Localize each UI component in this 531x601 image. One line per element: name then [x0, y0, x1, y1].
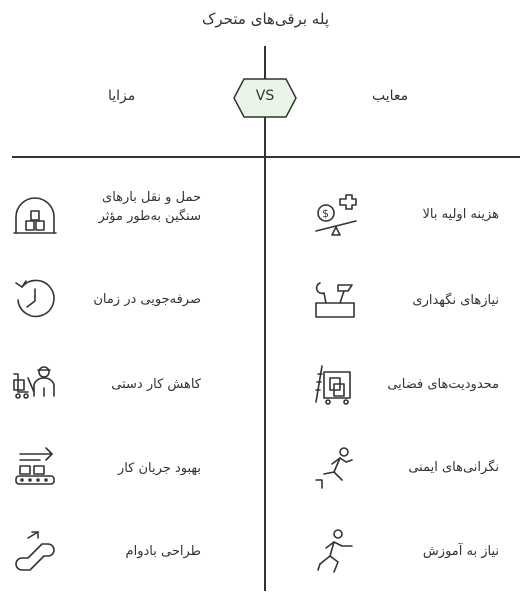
disadvantage-text-5: نیاز به آموزش — [422, 544, 499, 559]
vs-label: VS — [255, 88, 275, 104]
center-divider — [264, 46, 266, 591]
cost-balance-icon — [312, 193, 358, 239]
disadvantage-text-1: هزینه اولیه بالا — [422, 207, 499, 222]
disadvantages-heading: معایب — [372, 88, 409, 104]
conveyor-arrow-icon — [12, 444, 58, 490]
disadvantage-text-4: نگرانی‌های ایمنی — [408, 460, 499, 475]
advantage-text-2: صرفه‌جویی در زمان — [93, 292, 201, 307]
clock-icon — [12, 277, 58, 323]
horizontal-divider — [12, 156, 520, 158]
advantages-heading: مزایا — [108, 88, 136, 104]
disadvantage-text-2: نیازهای نگهداری — [412, 293, 499, 308]
escalator-icon — [12, 528, 58, 574]
advantage-text-4: بهبود جریان کار — [117, 461, 201, 476]
person-learning-icon — [312, 528, 358, 574]
advantage-text-1: حمل و نقل بارهای سنگین به‌طور مؤثر — [98, 190, 201, 224]
space-cart-icon — [312, 362, 358, 408]
svg-text:$: $ — [322, 207, 329, 220]
toolbox-icon — [312, 277, 358, 323]
heavy-load-dome-icon — [12, 193, 58, 239]
advantage-text-5: طراحی بادوام — [125, 544, 201, 559]
advantage-text-3: کاهش کار دستی — [111, 377, 201, 392]
disadvantage-text-3: محدودیت‌های فضایی — [387, 377, 499, 392]
worker-cart-icon — [12, 362, 58, 408]
falling-person-icon — [312, 444, 358, 490]
page-title: پله برقی‌های متحرک — [201, 10, 329, 28]
